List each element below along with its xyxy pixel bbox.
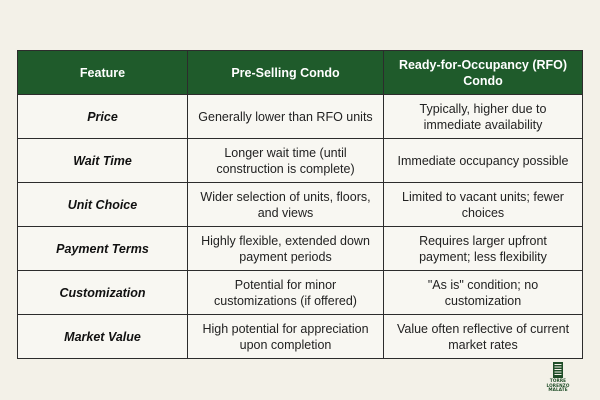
- logo-text: [536, 379, 580, 393]
- pre-selling-cell: Generally lower than RFO units: [188, 95, 384, 139]
- feature-cell: Customization: [18, 271, 188, 315]
- pre-selling-cell: Potential for minor customizations (if offered): [188, 271, 384, 315]
- building-logo-icon: [552, 362, 564, 378]
- table-body: [18, 95, 583, 359]
- rfo-cell: Immediate occupancy possible: [384, 139, 583, 183]
- header-rfo-line2: Condo: [463, 73, 503, 88]
- table-row-payment-terms: [18, 227, 583, 271]
- logo-line-3: MALATE: [548, 387, 568, 393]
- rfo-cell: Value often reflective of current market rates: [384, 315, 583, 359]
- comparison-table: [17, 50, 583, 359]
- logo-line-2: LORENZO: [546, 382, 570, 388]
- feature-cell: Market Value: [18, 315, 188, 359]
- pre-selling-cell: Longer wait time (until construction is complete): [188, 139, 384, 183]
- header-row: [18, 51, 583, 95]
- table-row-market-value: [18, 315, 583, 359]
- feature-cell: Unit Choice: [18, 183, 188, 227]
- feature-cell: Payment Terms: [18, 227, 188, 271]
- header-rfo: [384, 51, 583, 95]
- rfo-cell: Requires larger upfront payment; less flexibility: [384, 227, 583, 271]
- header-feature: Feature: [18, 51, 188, 95]
- rfo-cell: "As is" condition; no customization: [384, 271, 583, 315]
- header-rfo-line1: Ready-for-Occupancy (RFO): [398, 57, 568, 72]
- rfo-cell: Limited to vacant units; fewer choices: [384, 183, 583, 227]
- logo-line-1: TORRE: [549, 378, 567, 383]
- table-row-unit-choice: [18, 183, 583, 227]
- table-row-customization: [18, 271, 583, 315]
- pre-selling-cell: High potential for appreciation upon completion: [188, 315, 384, 359]
- header-pre-selling: Pre-Selling Condo: [188, 51, 384, 95]
- table-row-price: [18, 95, 583, 139]
- table-header: [18, 51, 583, 95]
- pre-selling-cell: Highly flexible, extended down payment periods: [188, 227, 384, 271]
- feature-cell: Wait Time: [18, 139, 188, 183]
- table-row-wait-time: [18, 139, 583, 183]
- pre-selling-cell: Wider selection of units, floors, and views: [188, 183, 384, 227]
- feature-cell: Price: [18, 95, 188, 139]
- brand-logo: [536, 362, 580, 396]
- rfo-cell: Typically, higher due to immediate availability: [384, 95, 583, 139]
